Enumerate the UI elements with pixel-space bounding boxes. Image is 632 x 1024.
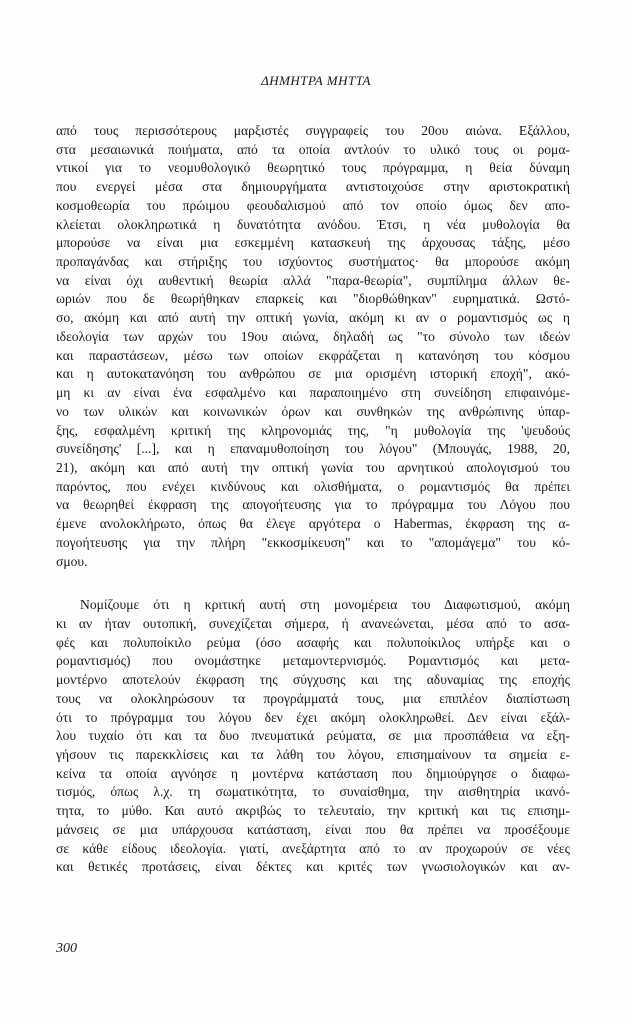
paragraph-1 [56, 122, 570, 571]
text-line: έμενε ανολοκλήρωτο, όπως θα έλεγε αργότερα ο Habermas, έκφραση της α- [56, 516, 570, 532]
page-number: 300 [56, 941, 77, 956]
text-line: λου τυχαίο ότι και τα δυο πνευματικά ρεύματα, σε μια προσπάθεια να εξη- [56, 728, 570, 744]
text-line: στα μεσαιωνικά ποιήματα, από τα οποία αντλούν το υλικό τους οι ρομα- [56, 141, 570, 157]
text-line: ιδεολογία των αρχών του 19ου αιώνα, δηλαδή ως "το σύνολο των ιδεών [56, 328, 570, 344]
text-line: τισμός, όπως λ.χ. τη σωματικότητα, το συναίσθημα, την αισθητηρία ικανό- [56, 784, 570, 800]
text-line: ντικοί για το νεομυθολογικό θεωρητικό τους πρόγραμμα, η θεία δύναμη [56, 160, 570, 176]
text-line: μπορούσε να είναι μια εσκεμμένη κατασκευή της άρχουσας τάξης, μέσο [56, 235, 570, 251]
text-line: και η αυτοκατανόηση του ανθρώπου σε μια ορισμένη ιστορική εποχή", ακό- [56, 366, 570, 382]
text-line: και παραστάσεων, μέσω των οποίων εκφράζεται η κατανόηση του κόσμου [56, 347, 570, 363]
text-line: να θεωρηθεί έκφραση της απογοήτευσης για το πρόγραμμα του Λόγου που [56, 497, 570, 513]
text-line: σε κάθε είδους ιδεολογία. γιατί, ανεξάρτητα από το αν προχωρούν σε νέες [56, 840, 570, 856]
text-line: 21), ακόμη και από αυτή την οπτική γωνία του αρνητικού απολογισμού του [56, 459, 570, 475]
text-line: γήσουν τις παρεκκλίσεις και τα λάθη του λόγου, επισημαίνουν τα σημεία ε- [56, 747, 570, 762]
text-line: κλείεται ολοκληρωτικά η δυνατότητα ανόδου. Έτσι, η νέα μυθολογία θα [56, 216, 570, 232]
paragraph-2 [56, 596, 570, 877]
text-line: σο, ακόμη και από αυτή την οπτική γωνία, ακόμη κι αν ο ρομαντισμός ως η [56, 310, 570, 326]
text-line: νο των υλικών και κοινωνικών όρων και συνθηκών της ανθρώπινης ύπαρ- [56, 403, 570, 419]
text-line: κείνα τα οποία αγνόησε η μοντέρνα κατάσταση που δημιούργησε ο διαφω- [56, 765, 570, 781]
paragraph-spacer [56, 571, 570, 596]
text-line: μη κι αν είναι ένα εσφαλμένο και παραποιημένο στη συνείδηση επιφαινόμε- [56, 385, 570, 401]
text-line: τους να ολοκληρώσουν τα προγράμματά τους, μια επιπλέον διαπίστωση [56, 690, 570, 706]
text-line: μοντέρνο αποτελούν έκφραση της σύγχυσης και της αδυναμίας της εποχής [56, 672, 570, 688]
text-line: ξης, εσφαλμένη κριτική της κληρονομιάς της, "η μυθολογία της 'ψευδούς [56, 422, 570, 438]
running-head: ΔΗΜΗΤΡΑ ΜΗΤΤΑ [261, 73, 371, 88]
text-line: να είναι όχι αυθεντική θεωρία αλλά "παρα-θεωρία", συμπίλημα άλλων θε- [56, 272, 570, 288]
text-line: παρόντος, που ενέχει κινδύνους και ολισθήματα, ο ρομαντισμός θα πρέπει [56, 478, 570, 494]
text-line: ωριών που δε θεωρήθηκαν επαρκείς και "διορθώθηκαν" ευρηματικά. Ωστό- [56, 291, 570, 307]
body-text [56, 122, 570, 877]
text-line: Νομίζουμε ότι η κριτική αυτή στη μονομέρεια του Διαφωτισμού, ακόμη [80, 597, 570, 613]
text-line: συνείδησης' [...], και η επαναμυθοποίηση του λόγου" (Μπουγάς, 1988, 20, [56, 441, 570, 457]
text-line: πογοήτευσης για την πλήρη "εκκοσμίκευση" και το "απομάγεμα" του κό- [56, 534, 570, 550]
text-line: μάνσεις σε μια υπάρχουσα κατάσταση, είναι που θα πρέπει να προσέξουμε [56, 821, 570, 837]
text-line: σμου. [56, 553, 88, 569]
text-line: και θετικές προτάσεις, είναι δέκτες και κριτές των γνωσιολογικών και αν- [56, 859, 570, 875]
text-line: προπαγάνδας και στήριξης του ισχύοντος συστήματος· θα μπορούσε ακόμη [56, 254, 570, 270]
text-line: από τους περισσότερους μαρξιστές συγγραφείς του 20ου αιώνα. Εξάλλου, [56, 123, 570, 138]
text-line: ρομαντισμός) που ονομάστηκε μεταμοντερνισμός. Ρομαντισμός και μετα- [56, 653, 570, 669]
text-line: φές και πολυποίκιλο ρεύμα (όσο ασαφής και πολυποίκιλος υπήρξε και ο [56, 634, 570, 650]
text-line: τητα, το μύθο. Και αυτό ακριβώς το τελευταίο, την κριτική και τις επισημ- [56, 803, 570, 819]
text-line: ότι το πρόγραμμα του λόγου δεν έχει ακόμη ολοκληρωθεί. Δεν είναι εξάλ- [56, 709, 570, 725]
text-line: κι αν ήταν ουτοπική, συνεχίζεται σήμερα, ή ανανεώνεται, μέσα από το ασα- [56, 615, 570, 631]
text-line: που ενεργεί μέσα στα δημιουργήματα αντιστοιχούσε στην αριστοκρατική [56, 179, 570, 195]
text-line: κοσμοθεωρία του πρώιμου φεουδαλισμού από τον οποίο όμως δεν απο- [56, 197, 570, 213]
